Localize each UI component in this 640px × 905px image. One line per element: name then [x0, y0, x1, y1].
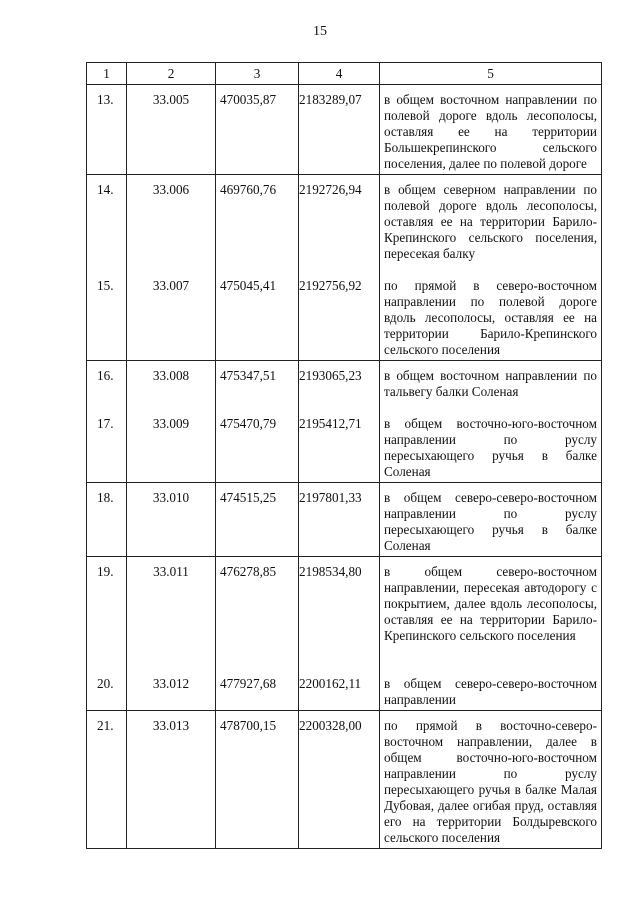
table-row [87, 85, 602, 175]
header-col-1: 1 [87, 63, 127, 85]
coord-x: 475045,41 [220, 278, 277, 293]
point-code-cell [127, 361, 216, 483]
page-number: 15 [313, 24, 327, 39]
coord-y: 2183289,07 [299, 92, 362, 107]
point-number-cell [87, 483, 127, 557]
coord-y-cell [299, 361, 380, 483]
coord-y-cell [299, 85, 380, 175]
route-description: в общем восточно-юго-восточном направлении по руслу пересыхающего ручья в балке Соленая [384, 416, 597, 479]
point-code-cell [127, 711, 216, 849]
point-number-cell [87, 85, 127, 175]
coord-x: 477927,68 [220, 676, 277, 691]
coord-x: 476278,85 [220, 564, 277, 579]
point-code: 33.009 [152, 416, 190, 431]
coord-y: 2200328,00 [299, 718, 362, 733]
route-description: в общем северо-северо-восточном направлении [384, 676, 597, 707]
coord-x-cell [216, 483, 299, 557]
coord-y-cell [299, 711, 380, 849]
point-code-cell [127, 557, 216, 711]
route-description: в общем северо-северо-восточном направлении по руслу пересыхающего ручья в балке Соленая [384, 490, 597, 553]
table-row [87, 175, 602, 361]
route-description: по прямой в восточно-северо-восточном направлении, далее в общем восточно-юго-восточном направлении по руслу пересыхающего ручья в балке Малая Дубовая, далее огибая пруд, оставляя его на территории Болдыревского сельского поселения [384, 718, 597, 845]
table-header-row [87, 63, 602, 85]
point-number: 15. [97, 278, 114, 293]
coord-y: 2192756,92 [299, 278, 362, 293]
coord-y-cell [299, 557, 380, 711]
description-cell [380, 483, 602, 557]
point-code: 33.006 [152, 182, 190, 197]
description-cell [380, 711, 602, 849]
coord-x: 470035,87 [220, 92, 277, 107]
route-description: в общем восточном направлении по тальвегу балки Соленая [384, 368, 597, 399]
coord-y: 2200162,11 [299, 676, 362, 691]
point-code-cell [127, 175, 216, 361]
point-number: 16. [97, 368, 114, 383]
coord-x-cell [216, 557, 299, 711]
point-number: 20. [97, 676, 114, 691]
point-number-cell [87, 361, 127, 483]
point-number: 13. [97, 92, 114, 107]
header-col-3: 3 [216, 63, 299, 85]
description-cell [380, 557, 602, 711]
point-number: 19. [97, 564, 114, 579]
coord-y-cell [299, 175, 380, 361]
point-code: 33.005 [152, 92, 190, 107]
route-description: в общем северном направлении по полевой дороге вдоль лесополосы, оставляя ее на территории Барило-Крепинского сельского поселения, пересекая балку [384, 182, 597, 261]
point-number: 17. [97, 416, 114, 431]
point-number: 18. [97, 490, 114, 505]
header-col-5: 5 [380, 63, 602, 85]
coord-x: 474515,25 [220, 490, 277, 505]
coord-x: 469760,76 [220, 182, 277, 197]
table-row [87, 711, 602, 849]
point-code: 33.012 [152, 676, 190, 691]
point-number: 14. [97, 182, 114, 197]
route-description: в общем северо-восточном направлении, пересекая автодорогу с покрытием, далее вдоль лесополосы, оставляя ее на территории Барило-Крепинского сельского поселения [384, 564, 597, 643]
table-row [87, 557, 602, 711]
point-code: 33.013 [152, 718, 190, 733]
description-cell [380, 85, 602, 175]
point-code: 33.011 [153, 564, 189, 579]
description-cell [380, 361, 602, 483]
header-col-2: 2 [127, 63, 216, 85]
description-cell [380, 175, 602, 361]
route-description: по прямой в северо-восточном направлении по полевой дороге вдоль лесополосы, оставляя ее на территории Барило-Крепинского сельского поселения [384, 278, 597, 357]
coord-y: 2195412,71 [299, 416, 362, 431]
table-body [87, 85, 602, 849]
coord-y: 2197801,33 [299, 490, 362, 505]
point-code: 33.008 [152, 368, 190, 383]
coord-x-cell [216, 175, 299, 361]
coord-x: 478700,15 [220, 718, 277, 733]
coord-x-cell [216, 711, 299, 849]
table-row [87, 483, 602, 557]
point-code: 33.010 [152, 490, 190, 505]
point-number-cell [87, 175, 127, 361]
coord-x-cell [216, 361, 299, 483]
point-number-cell [87, 711, 127, 849]
table-row [87, 361, 602, 483]
route-description: в общем восточном направлении по полевой дороге вдоль лесополосы, оставляя ее на территории Большекрепинского сельского поселения, далее по полевой дороге [384, 92, 597, 171]
coord-x-cell [216, 85, 299, 175]
boundary-points-table [86, 62, 602, 849]
coord-y: 2192726,94 [299, 182, 362, 197]
coord-y: 2198534,80 [299, 564, 362, 579]
point-code: 33.007 [152, 278, 190, 293]
coord-y-cell [299, 483, 380, 557]
coord-x: 475347,51 [220, 368, 277, 383]
point-number: 21. [97, 718, 114, 733]
coord-y: 2193065,23 [299, 368, 362, 383]
coord-x: 475470,79 [220, 416, 277, 431]
point-code-cell [127, 483, 216, 557]
point-number-cell [87, 557, 127, 711]
point-code-cell [127, 85, 216, 175]
header-col-4: 4 [299, 63, 380, 85]
